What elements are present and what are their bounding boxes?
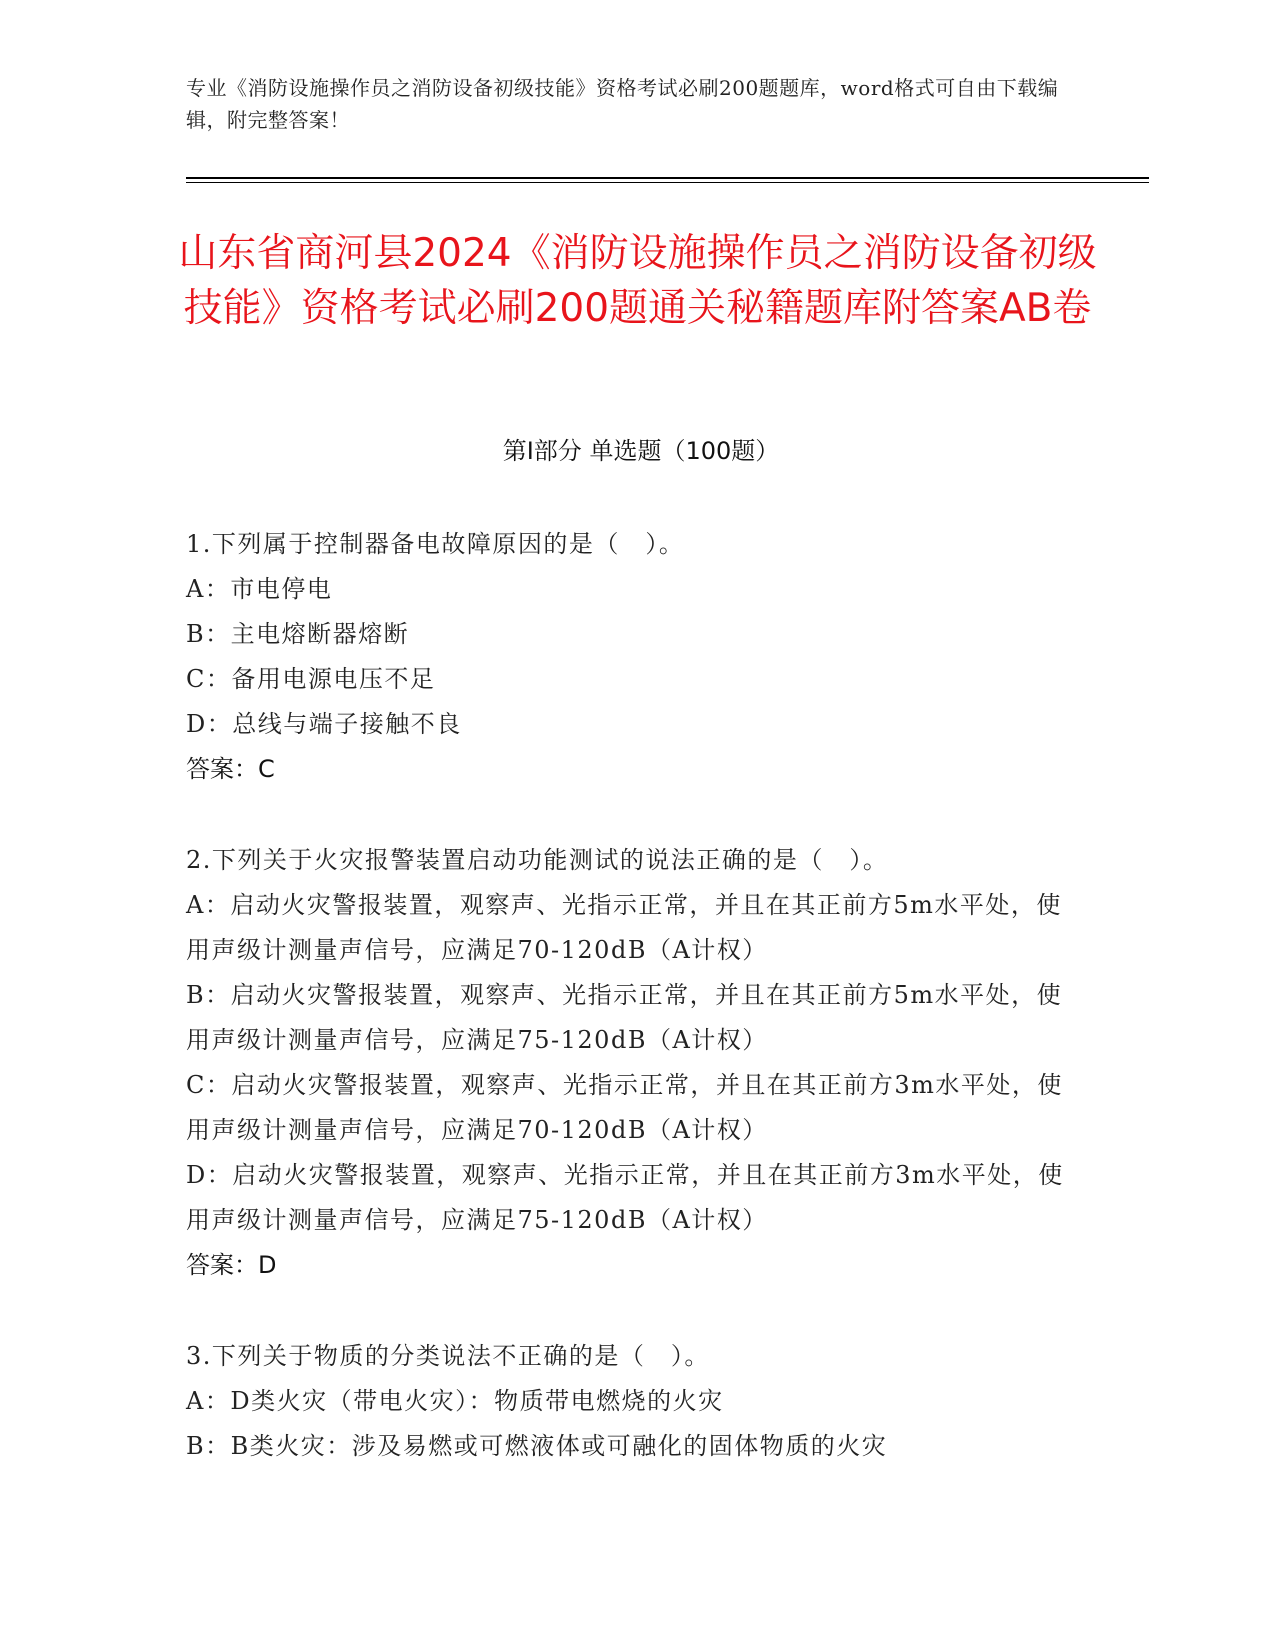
question-1 [186, 522, 1066, 792]
question-3 [186, 1334, 1066, 1469]
option-b: B：B类火灾：涉及易燃或可燃液体或可融化的固体物质的火灾 [186, 1432, 888, 1460]
option-b: B：主电熔断器熔断 [186, 620, 410, 648]
option-b: B：启动火灾警报装置，观察声、光指示正常，并且在其正前方5m水平处，使用声级计测量声信号，应满足75-120dB（A计权） [186, 981, 1063, 1054]
option-c: C：启动火灾警报装置，观察声、光指示正常，并且在其正前方3m水平处，使用声级计测量声信号，应满足70-120dB（A计权） [186, 1071, 1063, 1144]
question-stem: 3.下列关于物质的分类说法不正确的是（ ）。 [186, 1342, 710, 1370]
option-d: D：启动火灾警报装置，观察声、光指示正常，并且在其正前方3m水平处，使用声级计测量声信号，应满足75-120dB（A计权） [186, 1161, 1064, 1234]
option-a: A：市电停电 [186, 575, 333, 603]
option-c: C：备用电源电压不足 [186, 665, 436, 693]
document-title: 山东省商河县2024《消防设施操作员之消防设备初级技能》资格考试必刷200题通关秘籍题库附答案AB卷 [178, 231, 1097, 331]
answer-line: 答案：C [186, 755, 275, 783]
option-a: A：D类火灾（带电火灾）：物质带电燃烧的火灾 [186, 1387, 724, 1415]
question-stem: 2.下列关于火灾报警装置启动功能测试的说法正确的是（ ）。 [186, 846, 889, 874]
question-list [186, 522, 1066, 1515]
answer-line: 答案：D [186, 1251, 277, 1279]
header-note: 专业《消防设施操作员之消防设备初级技能》资格考试必刷200题题库，word格式可自由下载编辑，附完整答案！ [186, 76, 1059, 132]
question-2 [186, 838, 1066, 1288]
header-divider-thin [186, 182, 1149, 183]
section-heading: 第Ⅰ部分 单选题（100题） [502, 437, 780, 465]
option-d: D：总线与端子接触不良 [186, 710, 462, 738]
header-divider-thick [186, 177, 1149, 179]
question-stem: 1.下列属于控制器备电故障原因的是（ ）。 [186, 530, 685, 558]
option-a: A：启动火灾警报装置，观察声、光指示正常，并且在其正前方5m水平处，使用声级计测量声信号，应满足70-120dB（A计权） [186, 891, 1062, 964]
